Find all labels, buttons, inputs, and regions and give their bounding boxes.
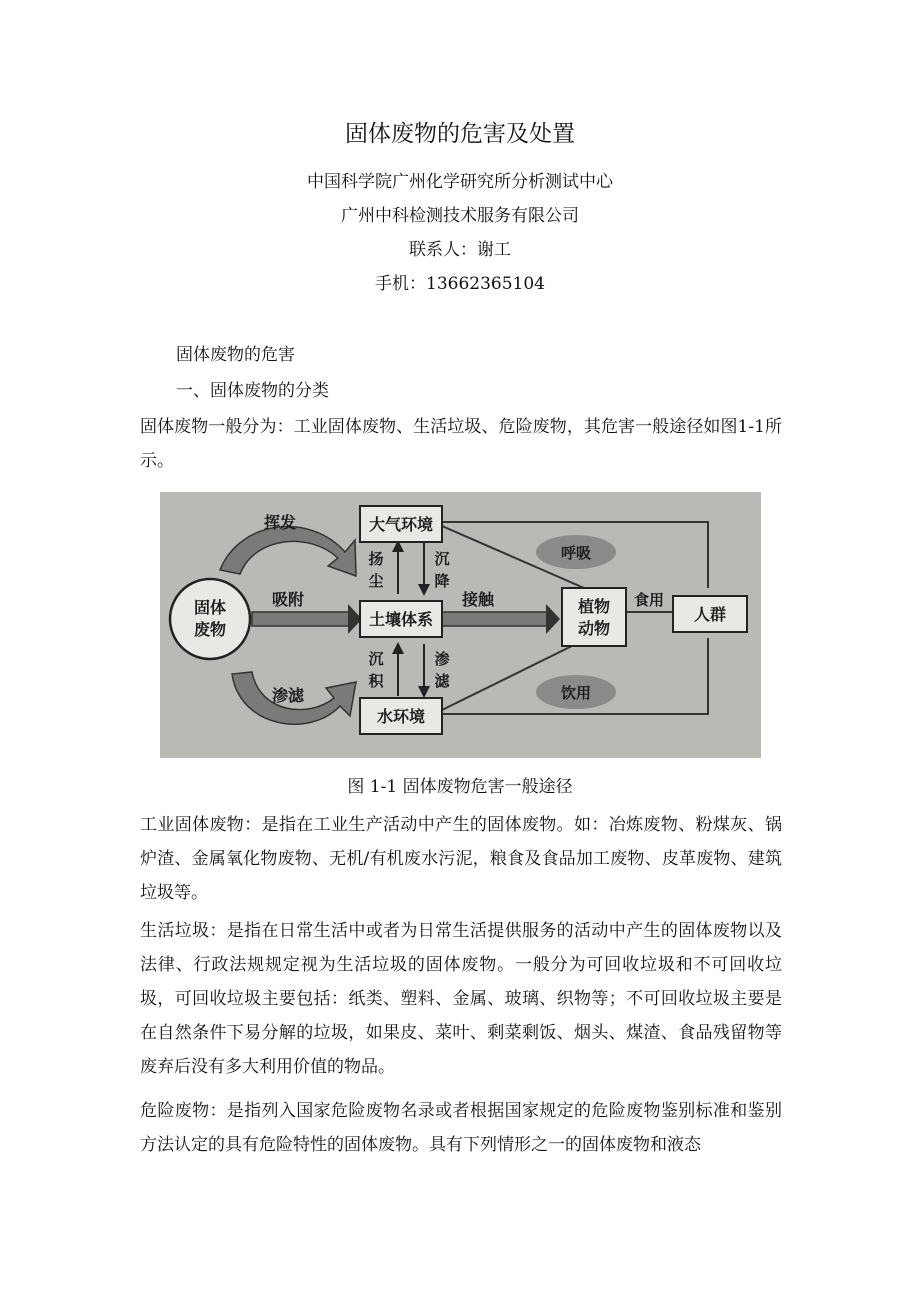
plants-animals-label-2: 动物 [577, 619, 611, 638]
deposit-label-2: 积 [368, 672, 384, 690]
drink-label: 饮用 [560, 684, 592, 702]
eat-label: 食用 [633, 591, 665, 609]
water-label: 水环境 [376, 707, 426, 726]
hazard-pathway-figure [160, 492, 761, 758]
document-title: 固体废物的危害及处置 [345, 121, 575, 147]
household-waste-paragraph: 生活垃圾：是指在日常生活中或者为日常生活提供服务的活动中产生的固体废物以及法律、行政法规规定视为生活垃圾的固体废物。一般分为可回收垃圾和不可回收垃圾，可回收垃圾主要包括：纸类、塑料、金属、玻璃、织物等；不可回收垃圾主要是在自然条件下易分解的垃圾，如果皮、菜叶、剩菜剩饭、烟头、煤渣、食品残留物等废弃后没有多大利用价值的物品。 [140, 921, 782, 1077]
intro-paragraph: 固体废物一般分为：工业固体废物、生活垃圾、危险废物，其危害一般途径如图1-1所示。 [140, 417, 782, 471]
breathe-label: 呼吸 [560, 544, 592, 562]
settle-label: 沉 [434, 550, 450, 568]
soil-label: 土壤体系 [368, 610, 434, 629]
industrial-waste-paragraph: 工业固体废物：是指在工业生产活动中产生的固体废物。如：冶炼废物、粉煤灰、锅炉渣、金属氧化物废物、无机/有机废水污泥，粮食及食品加工废物、皮革废物、建筑垃圾等。 [140, 815, 782, 903]
solid-waste-label-2: 废物 [193, 620, 227, 639]
contact-line: 联系人：谢工 [409, 240, 511, 260]
leach-label-2: 滤 [434, 672, 450, 690]
deposit-label: 沉 [368, 650, 384, 668]
leach-left-label: 渗滤 [271, 686, 305, 705]
figure-caption: 图 1-1 固体废物危害一般途径 [347, 777, 573, 797]
section-heading: 固体废物的危害 [176, 345, 295, 365]
leach-label: 渗 [434, 650, 450, 668]
atmosphere-label: 大气环境 [368, 515, 434, 534]
contact-label: 接触 [461, 590, 495, 609]
subsection-heading: 一、固体废物的分类 [176, 381, 329, 401]
organization-line-1: 中国科学院广州化学研究所分析测试中心 [307, 172, 613, 192]
organization-line-2: 广州中科检测技术服务有限公司 [341, 206, 579, 226]
solid-waste-label: 固体 [193, 598, 227, 617]
settle-label-2: 降 [434, 572, 450, 590]
volatilize-label: 挥发 [263, 513, 297, 532]
hazardous-waste-paragraph: 危险废物：是指列入国家危险废物名录或者根据国家规定的危险废物鉴别标准和鉴别方法认定的具有危险特性的固体废物。具有下列情形之一的固体废物和液态 [140, 1101, 782, 1155]
plants-animals-label: 植物 [577, 597, 611, 616]
people-label: 人群 [693, 605, 727, 624]
phone-line: 手机：13662365104 [375, 274, 545, 294]
solid-waste-node [170, 579, 250, 659]
adsorb-label: 吸附 [271, 590, 305, 609]
dust-label: 扬 [368, 550, 384, 568]
dust-label-2: 尘 [368, 572, 384, 590]
hazard-pathway-diagram [160, 492, 761, 758]
